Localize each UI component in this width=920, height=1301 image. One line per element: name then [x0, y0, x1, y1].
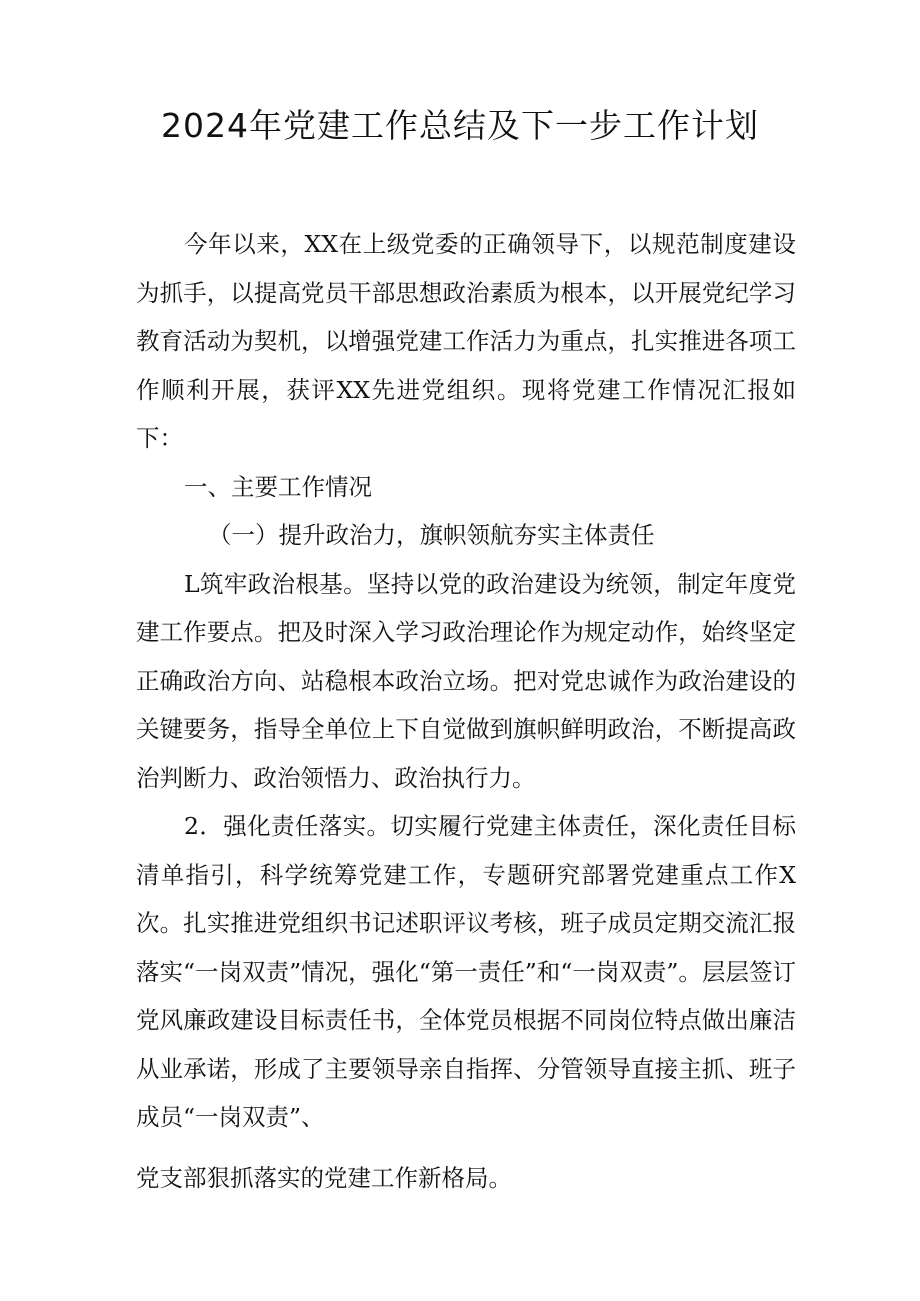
subsection-heading-1: （一）提升政治力，旗帜领航夯实主体责任: [208, 521, 655, 549]
intro-paragraph: 今年以来，XX在上级党委的正确领导下，以规范制度建设为抓手，以提高党员干部思想政治素质为根本，以开展党纪学习教育活动为契机，以增强党建工作活力为重点，扎实推进各项工作顺利开展，获评XX先进党组织。现将党建工作情况汇报如下：: [136, 230, 796, 452]
paragraph-item-1: L筑牢政治根基。坚持以党的政治建设为统领，制定年度党建工作要点。把及时深入学习政治理论作为规定动作，始终坚定正确政治方向、站稳根本政治立场。把对党忠诚作为政治建设的关键要务，指导全单位上下自觉做到旗帜鲜明政治，不断提高政治判断力、政治领悟力、政治执行力。: [136, 569, 796, 792]
document-title: 2024年党建工作总结及下一步工作计划: [161, 106, 759, 145]
paragraph-continuation: 党支部狠抓落实的党建工作新格局。: [136, 1163, 512, 1192]
section-heading-1: 一、主要工作情况: [184, 472, 372, 501]
document-body: [136, 220, 796, 1202]
paragraph-item-2: 2．强化责任落实。切实履行党建主体责任，深化责任目标清单指引，科学统筹党建工作，专题研究部署党建重点工作X次。扎实推进党组织书记述职评议考核，班子成员定期交流汇报落实“一岗双责”情况，强化“第一责任”和“一岗双责”。层层签订党风廉政建设目标责任书，全体党员根据不同岗位特点做出廉洁从业承诺，形成了主要领导亲自指挥、分管领导直接主抓、班子成员“一岗双责”、: [136, 812, 796, 1131]
